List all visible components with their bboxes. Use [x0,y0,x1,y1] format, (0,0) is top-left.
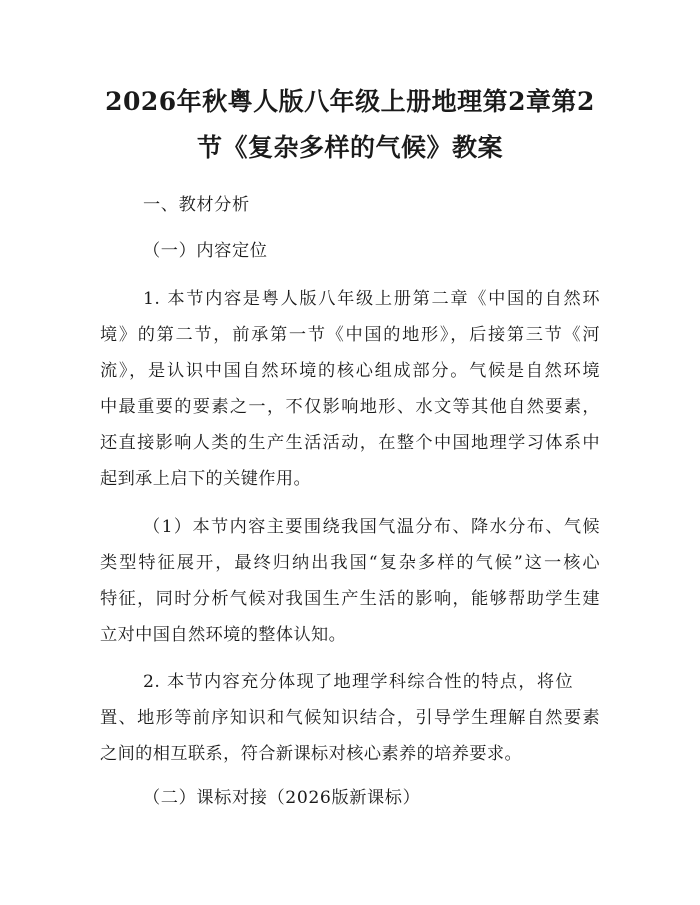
paragraph-line: 特征，同时分析气候对我国生产生活的影响，能够帮助学生建 [100,589,600,609]
paragraph-line: 类型特征展开，最终归纳出我国“复杂多样的气候”这一核心 [100,553,600,573]
paragraph-line: 2. 本节内容充分体现了地理学科综合性的特点，将位 [143,672,573,692]
document-title-line-1: 2026年秋粤人版八年级上册地理第2章第2 [105,87,595,116]
paragraph-line: 立对中国自然环境的整体认知。 [100,625,347,645]
paragraph-line: 起到承上启下的关键作用。 [100,469,312,489]
paragraph-line: 境》的第二节，前承第一节《中国的地形》，后接第三节《河 [100,325,600,345]
subsection-heading-content-positioning: （一）内容定位 [143,241,268,261]
paragraph-line: 还直接影响人类的生产生活活动，在整个中国地理学习体系中 [100,433,600,453]
section-heading-textbook-analysis: 一、教材分析 [143,195,250,215]
paragraph-line: 1. 本节内容是粤人版八年级上册第二章《中国的自然环 [143,289,600,309]
paragraph-line: （1）本节内容主要围绕我国气温分布、降水分布、气候 [143,517,600,537]
paragraph-line: 之间的相互联系，符合新课标对核心素养的培养要求。 [100,744,523,764]
document-title-line-2: 节《复杂多样的气候》教案 [196,133,503,162]
paragraph-line: 中最重要的要素之一，不仅影响地形、水文等其他自然要素， [100,397,600,417]
subsection-heading-curriculum-alignment: （二）课标对接（2026版新课标） [143,788,421,808]
paragraph-line: 置、地形等前序知识和气候知识结合，引导学生理解自然要素 [100,708,600,728]
paragraph-line: 流》，是认识中国自然环境的核心组成部分。气候是自然环境 [100,361,600,381]
